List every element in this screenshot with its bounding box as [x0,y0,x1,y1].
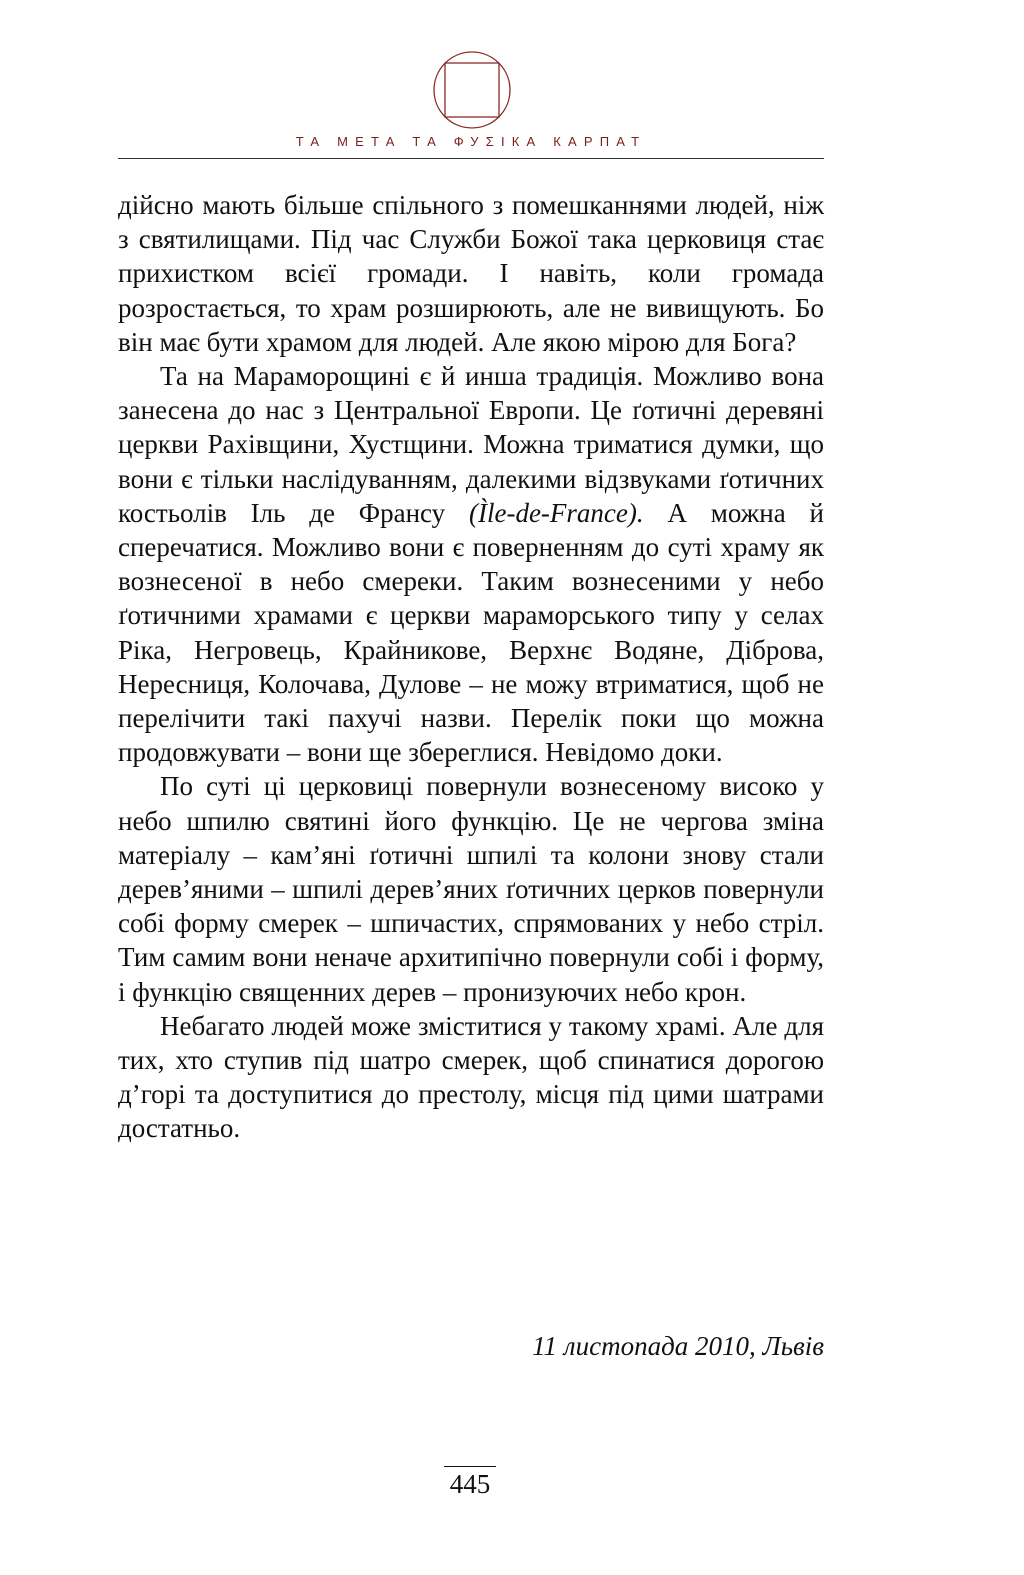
paragraph-2-text-a: Та на Мараморощині є й инша традиція. Можливо вона занесена до нас з Центральної Европи. Це ґотичні деревяні церкви Рахівщини, Хустщини. Можна триматися думки, що вони є тільки наслідуванням, далекими відзвуками ґотичних костьолів Іль де Франсу [118,361,824,528]
header-divider [118,158,824,159]
paragraph-2 [118,359,824,769]
paragraph-2-italic-term: (Ìle-de-France). [468,497,644,528]
paragraph-1: дійсно мають більше спільного з помешканнями людей, ніж з святилищами. Під час Служби Божої така церковиця стає прихистком всієї громади. І навіть, коли громада розростається, то храм розширюють, але не вивищують. Бо він має бути храмом для людей. Але якою мірою для Бога? [118,190,824,357]
page-number: 445 [444,1466,496,1499]
paragraph-3: По суті ці церковиці повернули вознесеному високо у небо шпилю святині його функцію. Це не чергова зміна матеріалу – кам’яні ґотичні шпилі та колони знову стали дерев’яними – шпилі дерев’яних ґотичних церков повернули собі форму смерек – шпичастих, спрямованих у небо стріл. Тим самим вони неначе архитипічно повернули собі і форму, і функцію священних дерев – пронизуючих небо крон. [118,771,824,1007]
paragraph-4: Небагато людей може зміститися у такому храмі. Але для тих, хто ступив під шатро смерек, щоб спинатися дорогою д’горі та доступитися до престолу, місця під цими шатрами достатньо. [118,1010,824,1144]
body-text [118,188,824,1146]
paragraph-2-text-b: А можна й сперечатися. Можливо вони є поверненням до суті храму як вознесеної в небо смереки. Таким вознесеними у небо ґотичними храмами є церкви мараморського типу у селах Ріка, Негровець, Крайникове, Верхнє Водяне, Діброва, Нересниця, Колочава, Дулове – не можу втриматися, щоб не перелічити такі пахучі назви. Перелік поки що можна продовжувати – вони ще збереглися. Невідомо доки. [118,497,824,768]
circle-square-emblem-icon [432,50,512,130]
running-head-title: ТА МЕТА ТА ФУΣІКА КАРПАТ [295,134,647,149]
dateline: 11 листопада 2010, Львів [532,1331,824,1361]
